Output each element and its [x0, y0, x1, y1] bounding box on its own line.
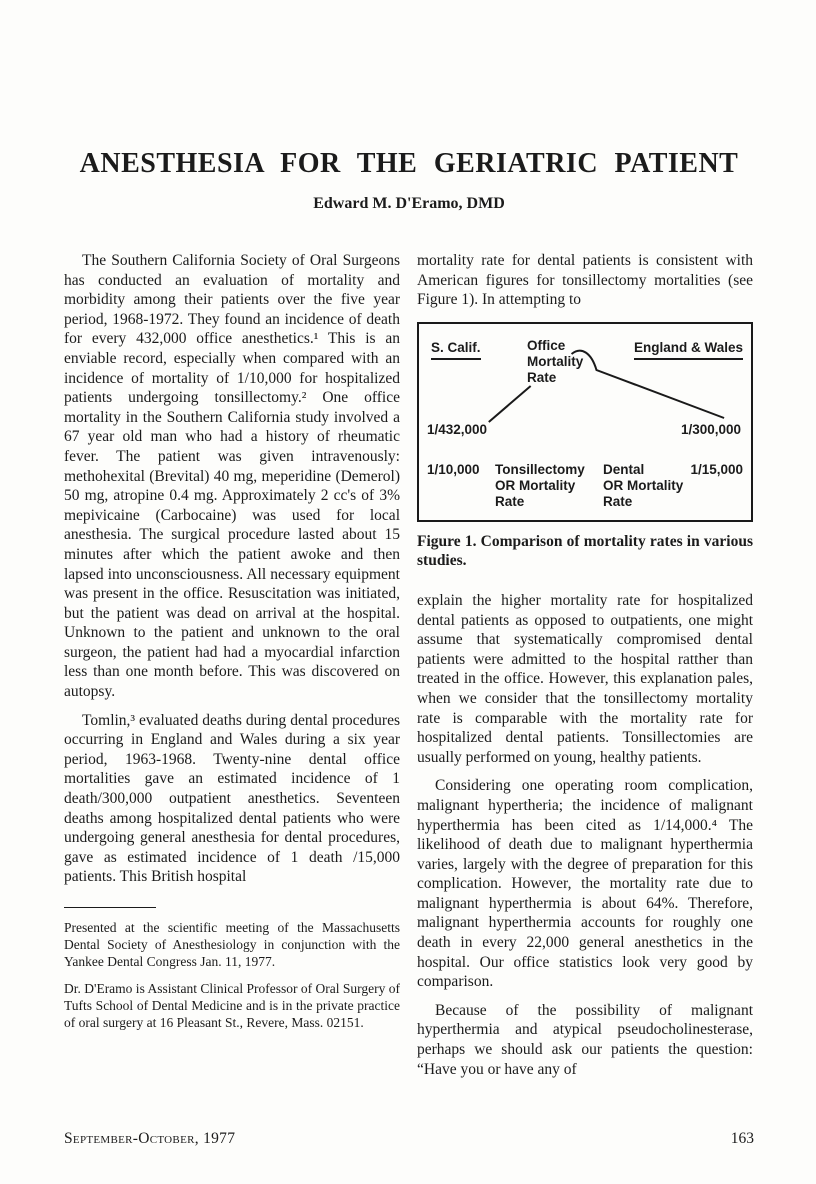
figure-value-432000: 1/432,000: [427, 421, 488, 437]
two-column-body: [64, 251, 754, 1088]
diagonal-line-left: [489, 386, 531, 422]
author-byline: Edward M. D'Eramo, DMD: [313, 195, 505, 212]
paragraph: The Southern California Society of Oral Surgeons has conducted an evaluation of mortality and morbidity among their patients over the five year period, 1968-1972. They found an incidence of death for every 432,000 office anesthetics.¹ This is an enviable record, especially when compared with an incidence of mortality of 1/10,000 for hospitalized patients undergoing tonsillectomy.² One office mortality in the Southern California study involved a 67 year old man who had a history of rheumatic fever. The patient was given intravenously: methohexital (Brevital) 40 mg, meperidine (Demerol) 50 mg, atropine 0.4 mg. Approximately 2 cc's of 3% mepivicaine (Carbocaine) was used for local anesthesia. The surgical procedure lasted about 15 minutes after which the patient awoke and then lapsed into unconsciousness. All necessary equipment was present in the office. Resuscitation was initiated, but the patient was dead on arrival at the hospital. Unknown to the patient and unknown to the oral surgeon, the patient had had a myocardial infarction less than one month before. This was discovered on autopsy.: [64, 252, 400, 701]
paragraph: mortality rate for dental patients is consistent with American figures for tonsillectomy mortalities (see Figure 1). In attempting to: [417, 252, 753, 309]
paragraph: Because of the possibility of malignant hyperthermia and atypical pseudocholinesterase, perhaps we should ask our patients the question: “Have you or have any of: [417, 1001, 753, 1078]
figure-dental-label: Dental OR Mortality Rate: [603, 461, 684, 509]
figure-office-mortality-label: Office Mortality Rate: [527, 337, 584, 385]
page-title: ANESTHESIA FOR THE GERIATRIC PATIENT: [79, 148, 739, 179]
figure-1-box: [417, 322, 753, 522]
figure-caption: Figure 1. Comparison of mortality rates in various studies.: [417, 532, 753, 570]
paragraph: Tomlin,³ evaluated deaths during dental procedures occurring in England and Wales during a six year period, 1963-1968. Twenty-nine dental office mortalities gave an estimated incidence of 1 death/300,000 outpatient anesthetics. Seventeen deaths among hospitalized dental patients who were undergoing general anesthesia for dental procedures, gave as estimated incidence of 1 death /15,000 patients. This British hospital: [64, 711, 400, 886]
journal-issue-date: September-October, 1977: [64, 1130, 236, 1147]
figure-col-header-england: England & Wales: [634, 340, 743, 360]
footnote: Presented at the scientific meeting of the Massachusetts Dental Society of Anesthesiology in conjunction with the Yankee Dental Congress Jan. 11, 1977.: [64, 920, 400, 969]
diagonal-line-right: [572, 350, 725, 417]
figure-col-header-scalif: S. Calif.: [431, 340, 481, 360]
page-footer: [64, 1130, 754, 1148]
figure-value-300000: 1/300,000: [680, 421, 741, 437]
footnote-divider: [64, 907, 156, 908]
figure-value-15000: 1/15,000: [690, 461, 743, 477]
right-column: [417, 251, 753, 1088]
paragraph: explain the higher mortality rate for hospitalized dental patients as opposed to outpatients, one might assume that systematically compromised dental patients were admitted to the hospital ratther than treated in the office. However, this explanation pales, when we consider that the tonsillectomy mortality rate is comparable with the mortality rate for hospitalized dental patients. Tonsillectomies are usually performed on young, healthy patients.: [417, 591, 753, 766]
page-number: 163: [730, 1130, 754, 1147]
paragraph: Considering one operating room complication, malignant hypertheria; the incidence of malignant hyperthermia has been cited as 1/14,000.⁴ The likelihood of death due to malignant hyperthermia varies, largely with the degree of preparation for this complication. However, the mortality rate due to malignant hyperthermia is about 64%. Therefore, malignant hyperthermia accounts for roughly one death in every 22,000 general anesthetics in the hospital. Our office statistics look very good by comparison.: [417, 777, 753, 991]
left-column: [64, 251, 400, 1088]
figure-tonsillectomy-label: Tonsillectomy OR Mortality Rate: [495, 461, 585, 509]
footnote: Dr. D'Eramo is Assistant Clinical Professor of Oral Surgery of Tufts School of Dental Medicine and is in the private practice of oral surgery at 16 Pleasant St., Revere, Mass. 02151.: [64, 981, 400, 1030]
figure-value-10000: 1/10,000: [427, 461, 480, 477]
